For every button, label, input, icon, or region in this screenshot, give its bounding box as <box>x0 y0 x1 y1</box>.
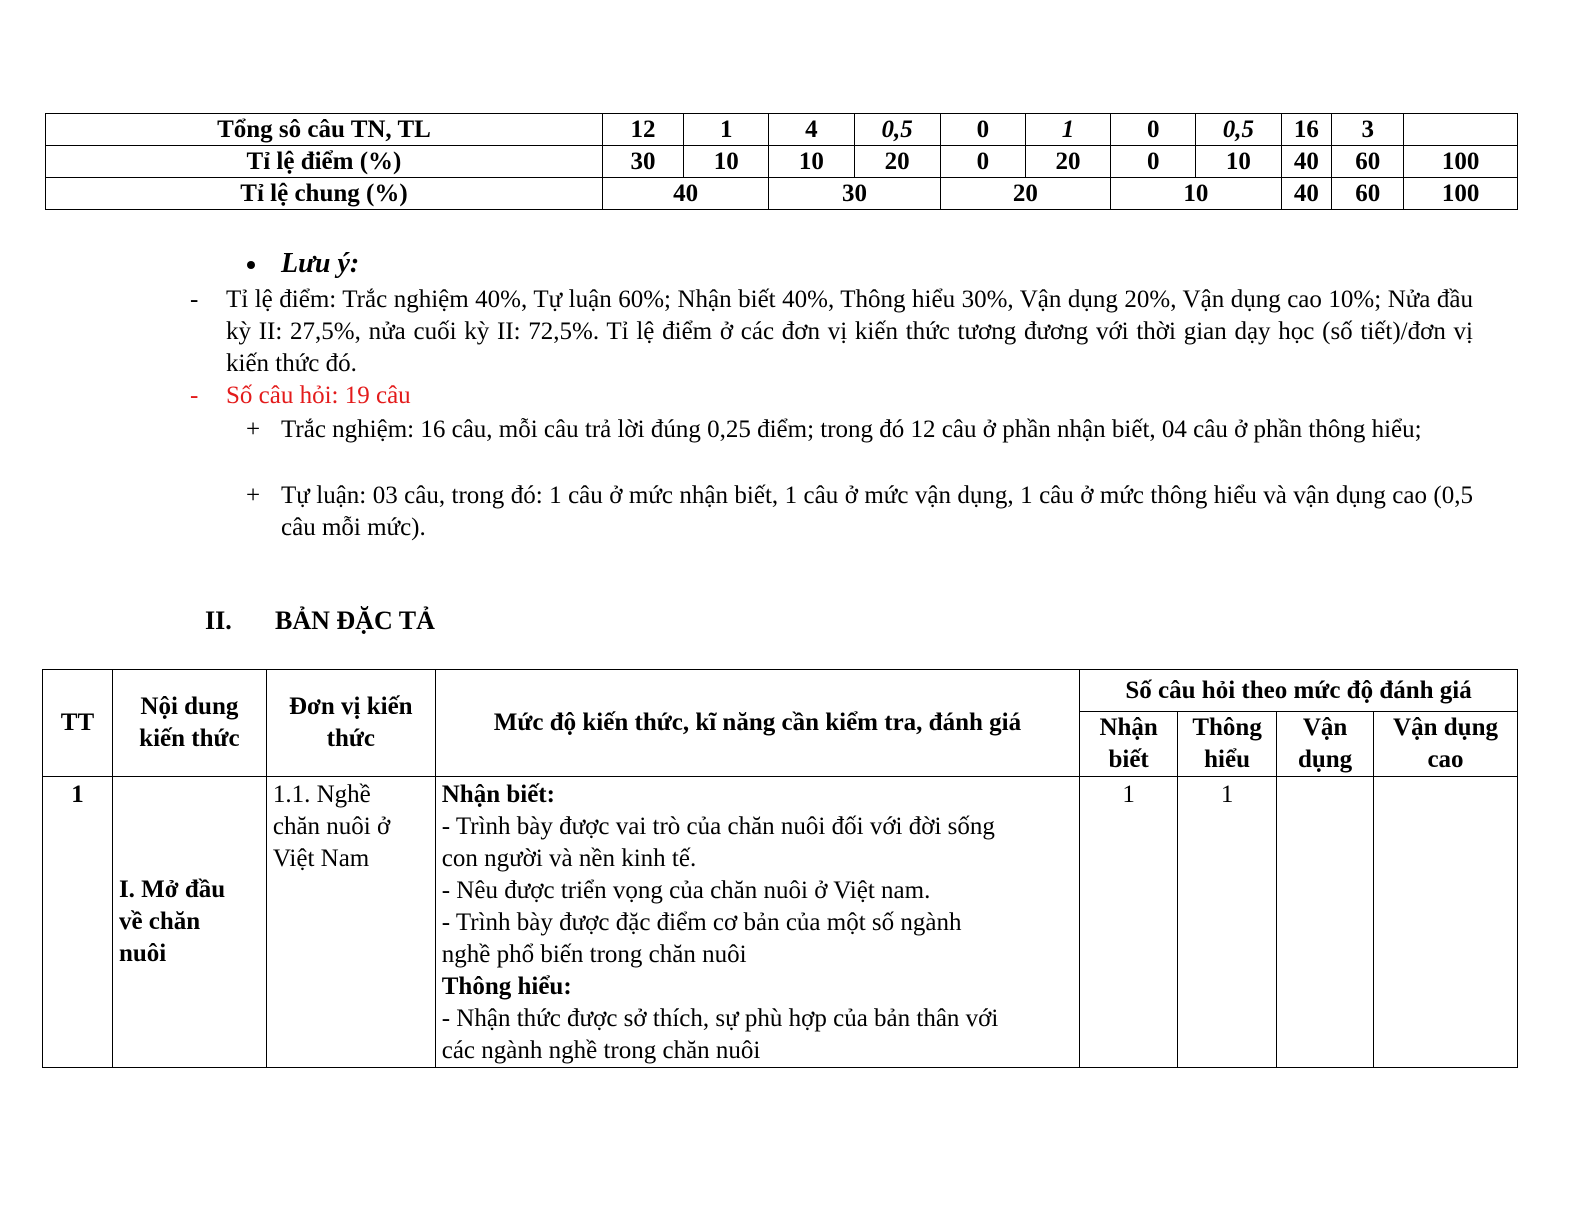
description-line: - Trình bày được đặc điểm cơ bản của một số ngành <box>441 909 962 936</box>
cell: 30 <box>602 146 683 178</box>
note-item-question-count <box>190 380 1473 412</box>
count-van-dung-cao <box>1374 777 1518 1068</box>
plus-mark: + <box>246 482 261 509</box>
header-unit-line: Đơn vị kiến <box>288 693 413 720</box>
note-subitem <box>246 414 1473 446</box>
unit-line: chăn nuôi ở <box>272 813 391 840</box>
header-line: hiểu <box>1204 746 1251 773</box>
cell: 0 <box>1111 146 1196 178</box>
header-thong-hieu <box>1178 712 1277 777</box>
summary-row-score <box>46 146 1518 178</box>
count-van-dung <box>1277 777 1374 1068</box>
table-row <box>43 777 1518 1068</box>
cell: 0 <box>940 146 1025 178</box>
description-line: - Nêu được triển vọng của chăn nuôi ở Việt nam. <box>441 877 931 904</box>
cell: 0 <box>940 114 1025 146</box>
note-text: Số câu hỏi: 19 câu <box>226 382 411 409</box>
header-line: Vận <box>1302 714 1348 741</box>
spec-table <box>42 669 1518 1068</box>
cell: 60 <box>1332 146 1404 178</box>
note-subitem <box>246 480 1473 544</box>
description-line: - Nhận thức được sở thích, sự phù hợp của bản thân với <box>441 1005 999 1032</box>
description-line: - Trình bày được vai trò của chăn nuôi đối với đời sống <box>441 813 995 840</box>
cell: 20 <box>940 178 1110 210</box>
header-group: Số câu hỏi theo mức độ đánh giá <box>1080 670 1518 712</box>
content-line: nuôi <box>118 940 167 967</box>
cell: 10 <box>1111 178 1281 210</box>
subitem-text: Trắc nghiệm: 16 câu, mỗi câu trả lời đúng 0,25 điểm; trong đó 12 câu ở phần nhận biết, 04 câu ở phần thông hiểu; <box>281 416 1422 443</box>
header-line: Nhận <box>1099 714 1158 741</box>
header-line: Thông <box>1192 714 1262 741</box>
row-label: Tỉ lệ điểm (%) <box>46 146 603 178</box>
cell: 100 <box>1404 146 1518 178</box>
bullet-icon <box>247 261 255 269</box>
thong-hieu-label: Thông hiểu: <box>441 973 572 1000</box>
description-line: con người và nền kinh tế. <box>441 845 697 872</box>
header-content-line: kiến thức <box>139 725 240 752</box>
plus-mark: + <box>246 416 261 443</box>
nhan-biet-label: Nhận biết: <box>441 781 555 808</box>
notes-title: Lưu ý: <box>281 248 360 279</box>
summary-row-general <box>46 178 1518 210</box>
cell: 3 <box>1332 114 1404 146</box>
header-level: Mức độ kiến thức, kĩ năng cần kiểm tra, đánh giá <box>435 670 1079 777</box>
dash-mark: - <box>190 382 199 409</box>
description-line: các ngành nghề trong chăn nuôi <box>441 1037 761 1064</box>
row-tt: 1 <box>43 777 113 1068</box>
cell: 40 <box>602 178 768 210</box>
header-van-dung-cao <box>1374 712 1518 777</box>
section-title: BẢN ĐẶC TẢ <box>275 606 435 635</box>
cell: 0,5 <box>1196 114 1281 146</box>
cell: 60 <box>1332 178 1404 210</box>
section-number: II. <box>205 606 232 635</box>
row-content <box>112 777 266 1068</box>
summary-row-total <box>46 114 1518 146</box>
header-line: biết <box>1108 746 1149 773</box>
cell <box>1404 114 1518 146</box>
row-label: Tỉ lệ chung (%) <box>46 178 603 210</box>
cell: 100 <box>1404 178 1518 210</box>
note-item <box>190 284 1473 380</box>
dash-mark: - <box>190 286 199 313</box>
header-content-line: Nội dung <box>140 693 239 720</box>
content-line: về chăn <box>118 908 201 935</box>
content-line: I. Mở đầu <box>118 876 226 903</box>
row-level-description <box>435 777 1079 1068</box>
row-unit <box>266 777 435 1068</box>
cell: 10 <box>684 146 769 178</box>
unit-line: 1.1. Nghề <box>272 781 371 808</box>
cell: 20 <box>1025 146 1110 178</box>
header-van-dung <box>1277 712 1374 777</box>
count-nhan-biet: 1 <box>1080 777 1178 1068</box>
cell: 40 <box>1281 146 1332 178</box>
description-line: nghề phổ biến trong chăn nuôi <box>441 941 747 968</box>
header-line: Vận dụng <box>1393 714 1498 741</box>
header-line: dụng <box>1297 746 1353 773</box>
cell: 40 <box>1281 178 1332 210</box>
cell: 12 <box>602 114 683 146</box>
header-row <box>43 670 1518 712</box>
cell: 4 <box>769 114 854 146</box>
header-content <box>112 670 266 777</box>
cell: 1 <box>684 114 769 146</box>
header-tt: TT <box>43 670 113 777</box>
cell: 10 <box>1196 146 1281 178</box>
subitem-text: Tự luận: 03 câu, trong đó: 1 câu ở mức nhận biết, 1 câu ở mức vận dụng, 1 câu ở mức thông hiểu và vận dụng cao (0,5 câu mỗi mức). <box>281 482 1473 541</box>
cell: 30 <box>769 178 940 210</box>
cell: 0 <box>1111 114 1196 146</box>
header-unit <box>266 670 435 777</box>
cell: 10 <box>769 146 854 178</box>
summary-table <box>45 113 1518 210</box>
header-unit-line: thức <box>326 725 375 752</box>
section-heading <box>205 606 435 636</box>
header-nhan-biet <box>1080 712 1178 777</box>
cell: 0,5 <box>854 114 940 146</box>
cell: 20 <box>854 146 940 178</box>
count-thong-hieu: 1 <box>1178 777 1277 1068</box>
header-line: cao <box>1427 746 1464 773</box>
row-label: Tổng sô câu TN, TL <box>46 114 603 146</box>
unit-line: Việt Nam <box>272 845 370 872</box>
note-text: Tỉ lệ điểm: Trắc nghiệm 40%, Tự luận 60%; Nhận biết 40%, Thông hiểu 30%, Vận dụng 20%, Vận dụng cao 10%; Nửa đầu kỳ II: 27,5%, nửa cuối kỳ II: 72,5%. Tỉ lệ điểm ở các đơn vị kiến thức tương đương với thời gian dạy học (số tiết)/đơn vị kiến thức đó. <box>226 286 1473 377</box>
cell: 16 <box>1281 114 1332 146</box>
cell: 1 <box>1025 114 1110 146</box>
